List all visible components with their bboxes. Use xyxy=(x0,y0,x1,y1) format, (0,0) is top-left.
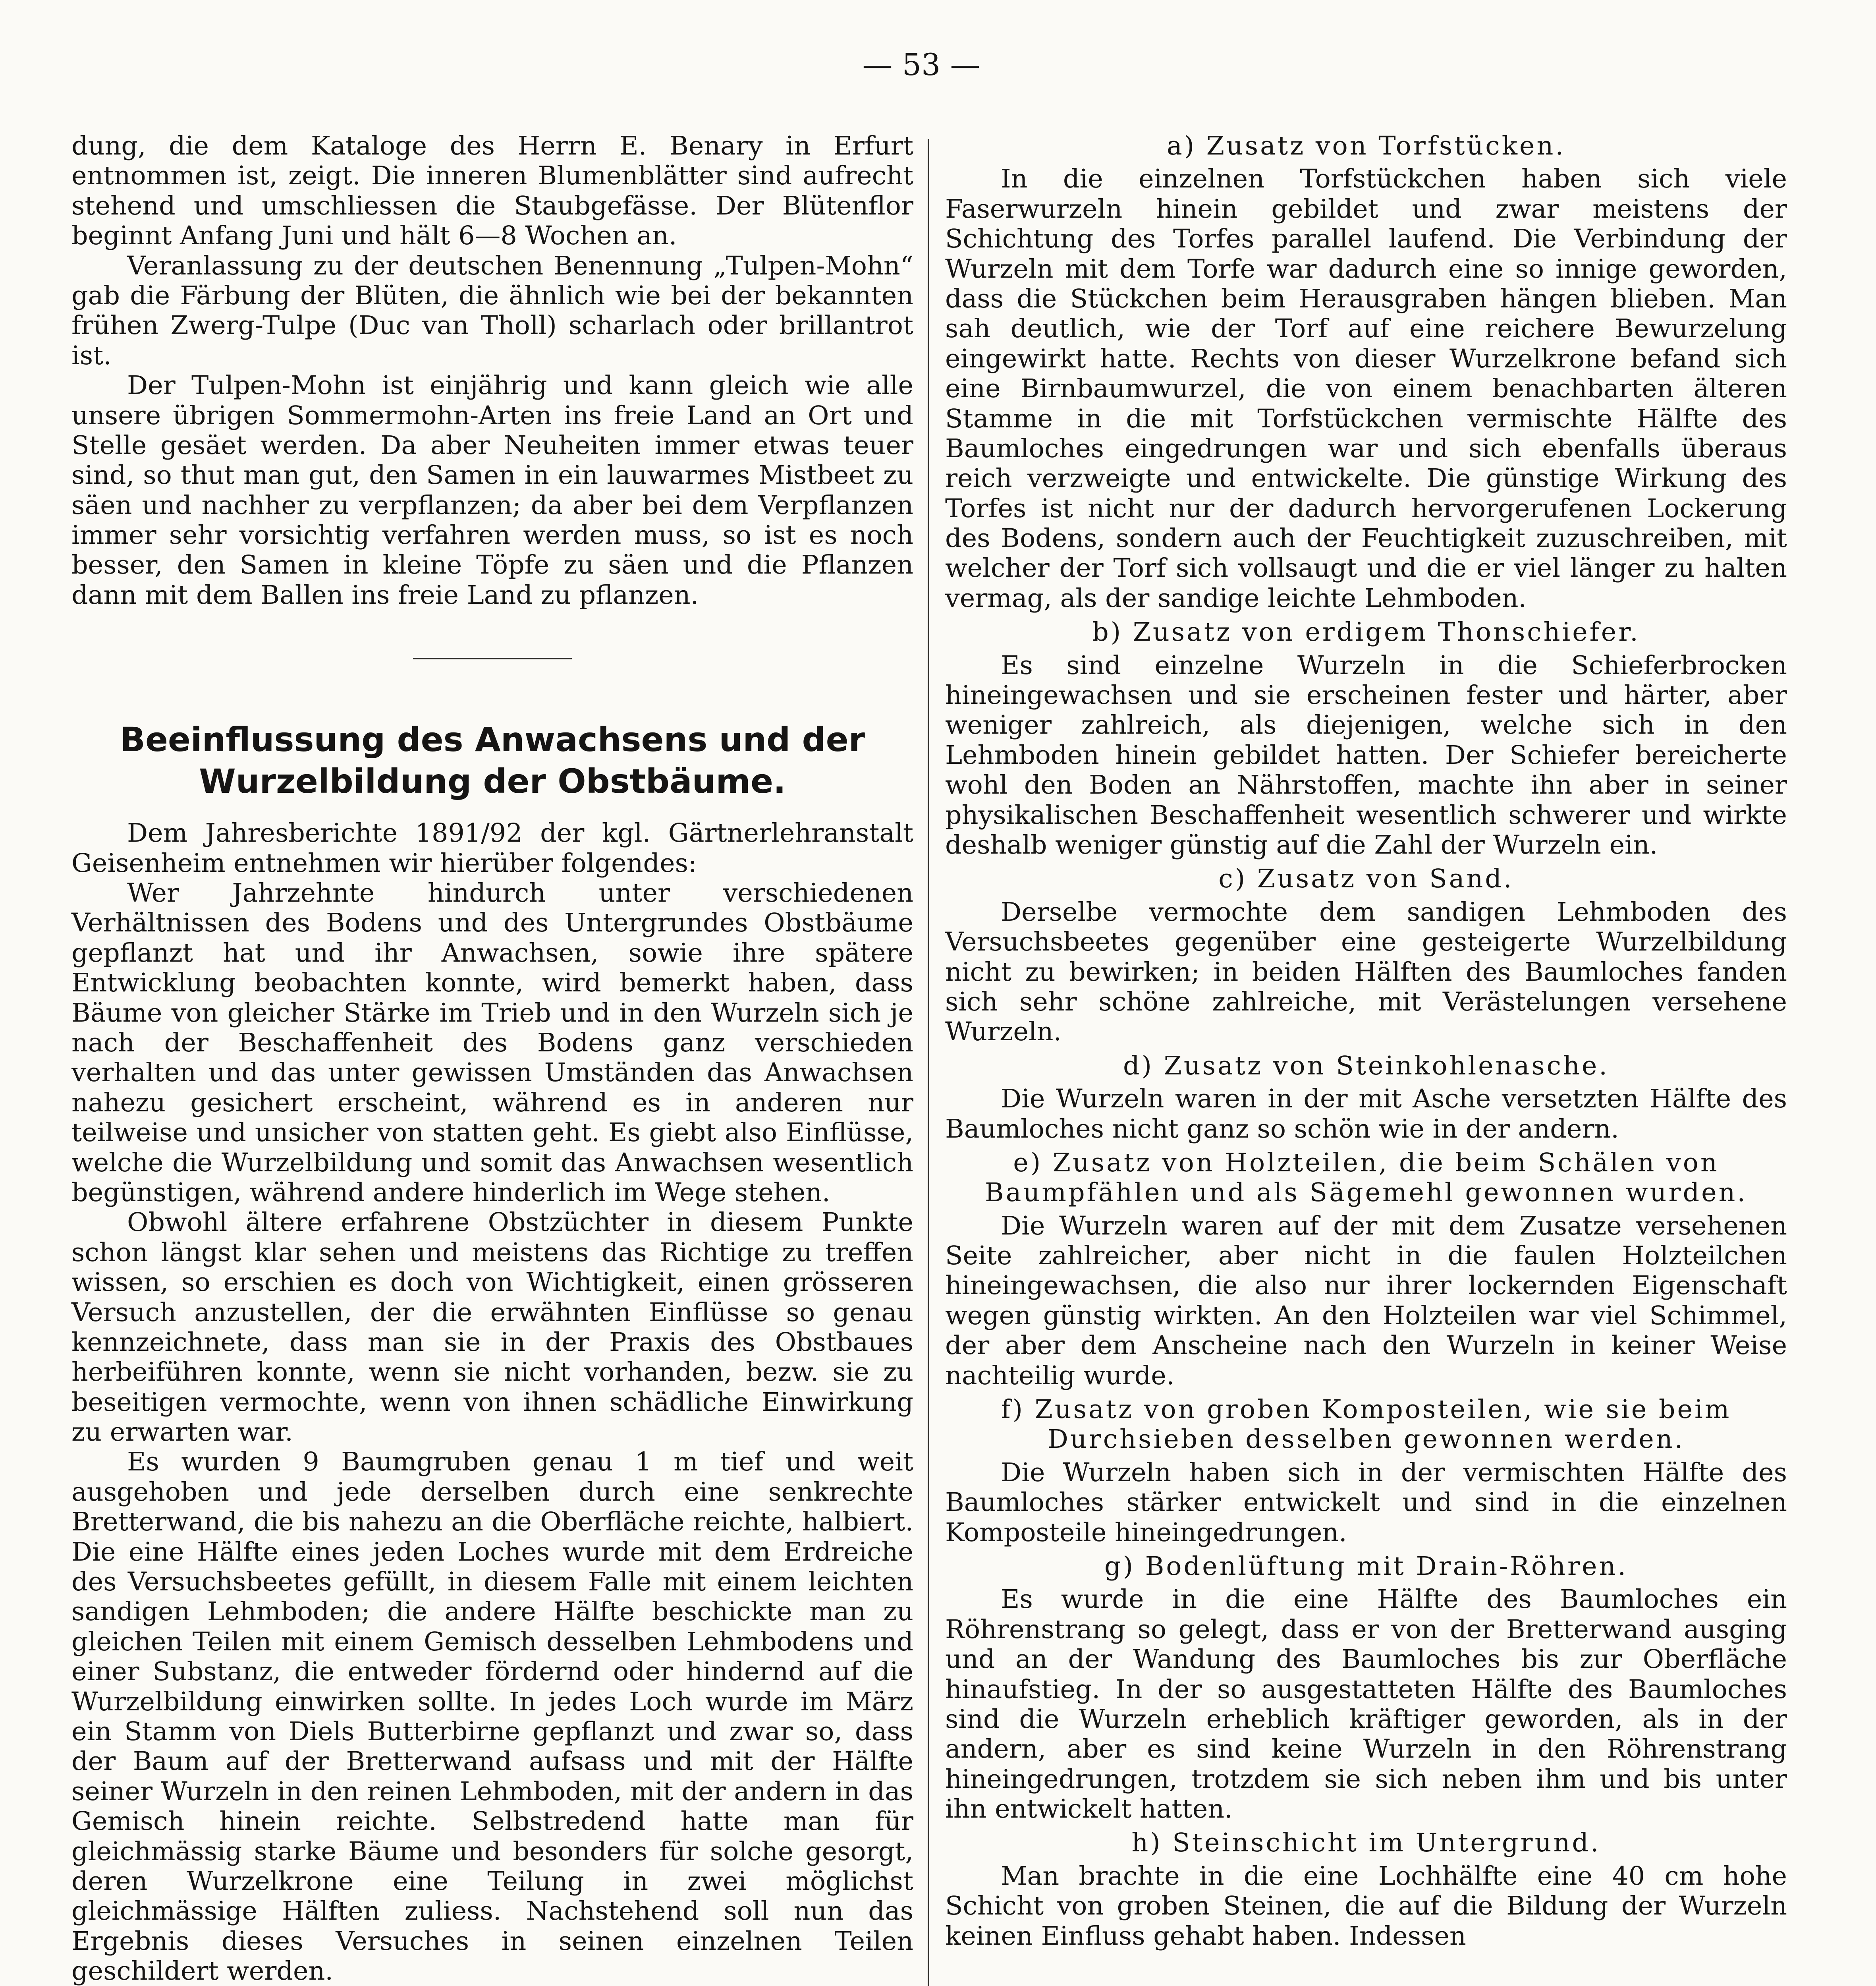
section-heading: g) Bodenlüftung mit Drain-Röhren. xyxy=(1104,1551,1628,1581)
paragraph: In die einzelnen Torfstückchen haben sich viele Faserwurzeln hinein gebildet und zwar meistens der Schichtung des Torfes parallel laufend. Die Verbindung der Wurzeln mit dem Torfe war dadurch eine so innige geworden, dass die Stückchen beim Herausgraben hängen blieben. Man sah deutlich, wie der Torf auf eine reichere Bewurzelung eingewirkt hatte. Rechts von dieser Wurzelkrone befand sich eine Birnbaumwurzel, die von einem benachbarten älteren Stamme in die mit Torfstückchen vermischte Hälfte des Baumloches eingedrungen war und sich ebenfalls überaus reich verzweigte und entwickelte. Die günstige Wirkung des Torfes ist nicht nur der dadurch hervorgerufenen Lockerung des Bodens, sondern auch der Feuchtigkeit zuzuschreiben, mit welcher der Torf sich vollsaugt und die er viel länger zu halten vermag, als der sandige leichte Lehmboden. xyxy=(945,164,1787,613)
paragraph: Man brachte in die eine Lochhälfte eine 40 cm hohe Schicht von groben Steinen, die auf die Bildung der Wurzeln keinen Einfluss gehabt haben. Indessen xyxy=(945,1861,1787,1951)
section-heading: a) Zusatz von Torfstücken. xyxy=(1166,131,1565,161)
right-column xyxy=(945,131,1787,1951)
paragraph: Dem Jahresberichte 1891/92 der kgl. Gärtnerlehranstalt Geisenheim entnehmen wir hierüber folgendes: xyxy=(71,818,913,878)
section-heading: c) Zusatz von Sand. xyxy=(1218,864,1514,894)
section-heading: h) Steinschicht im Untergrund. xyxy=(1131,1828,1601,1858)
paragraph: Die Wurzeln waren auf der mit dem Zusatze versehenen Seite zahlreicher, aber nicht in die faulen Holzteilchen hineingewachsen, die also nur ihrer lockernden Eigenschaft wegen günstig wirkten. An den Holzteilen war viel Schimmel, der aber dem Anscheine nach den Wurzeln in keiner Weise nachteilig wurde. xyxy=(945,1211,1787,1391)
paragraph: Veranlassung zu der deutschen Benennung „Tulpen-Mohn“ gab die Färbung der Blüten, die ähnlich wie bei der bekannten frühen Zwerg-Tulpe (Duc van Tholl) scharlach oder brillantrot ist. xyxy=(71,251,913,371)
paragraph: Es sind einzelne Wurzeln in die Schieferbrocken hineingewachsen und sie erscheinen fester und härter, aber weniger zahlreich, als diejenigen, welche sich in den Lehmboden hinein gebildet hatten. Der Schiefer bereicherte wohl den Boden an Nährstoffen, machte ihn aber in seiner physikalischen Beschaffenheit wesentlich schwerer und wirkte deshalb weniger günstig auf die Zahl der Wurzeln ein. xyxy=(945,650,1787,860)
column-divider xyxy=(928,139,929,1986)
section-heading: f) Zusatz von groben Komposteilen, wie sie beim Durchsieben desselben gewonnen werden. xyxy=(1001,1395,1731,1455)
paragraph: Es wurden 9 Baumgruben genau 1 m tief und weit ausgehoben und jede derselben durch eine senkrechte Bretterwand, die bis nahezu an die Oberfläche reichte, halbiert. Die eine Hälfte eines jeden Loches wurde mit dem Erdreiche des Versuchsbeetes gefüllt, in diesem Falle mit einem leichten sandigen Lehmboden; die andere Hälfte beschickte man zu gleichen Teilen mit einem Gemisch desselben Lehmbodens und einer Substanz, die entweder fördernd oder hindernd auf die Wurzelbildung einwirken sollte. In jedes Loch wurde im März ein Stamm von Diels Butterbirne gepflanzt und zwar so, dass der Baum auf der Bretterwand aufsass und mit der Hälfte seiner Wurzeln in den reinen Lehmboden, mit der andern in das Gemisch hinein reichte. Selbstredend hatte man für gleichmässig starke Bäume und besonders für solche gesorgt, deren Wurzelkrone eine Teilung in zwei möglichst gleichmässige Hälften zuliess. Nachstehend soll nun das Ergebnis dieses Versuches in seinen einzelnen Teilen geschildert werden. xyxy=(71,1447,913,1986)
paragraph: Obwohl ältere erfahrene Obstzüchter in diesem Punkte schon längst klar sehen und meistens das Richtige zu treffen wissen, so erschien es doch von Wichtigkeit, einen grösseren Versuch anzustellen, der die erwähnten Einflüsse so genau kennzeichnete, dass man sie in der Praxis des Obstbaues herbeiführen konnte, wenn sie nicht vorhanden, bezw. sie zu beseitigen vermochte, wenn von ihnen schädliche Einwirkung zu erwarten war. xyxy=(71,1207,913,1447)
paragraph: Es wurde in die eine Hälfte des Baumloches ein Röhrenstrang so gelegt, dass er von der Bretterwand ausging und an der Wandung des Baumloches bis zur Oberfläche hinaufstieg. In der so ausgestatteten Hälfte des Baumloches sind die Wurzeln erheblich kräftiger geworden, als in der andern, aber es sind keine Wurzeln in den Röhrenstrang hineingedrungen, trotzdem sie sich neben ihm und bis unter ihn entwickelt hatten. xyxy=(945,1584,1787,1824)
section-heading: b) Zusatz von erdigem Thonschiefer. xyxy=(1092,617,1640,647)
page-number: — 53 — xyxy=(862,47,980,82)
paragraph: Die Wurzeln waren in der mit Asche versetzten Hälfte des Baumloches nicht ganz so schön wie in der andern. xyxy=(945,1084,1787,1144)
paragraph: dung, die dem Kataloge des Herrn E. Benary in Erfurt entnommen ist, zeigt. Die inneren Blumenblätter sind aufrecht stehend und umschliessen die Staubgefässe. Der Blütenflor beginnt Anfang Juni und hält 6—8 Wochen an. xyxy=(71,131,913,251)
paragraph: Wer Jahrzehnte hindurch unter verschiedenen Verhältnissen des Bodens und des Untergrundes Obstbäume gepflanzt hat und ihr Anwachsen, sowie ihre spätere Entwicklung beobachten konnte, wird bemerkt haben, dass Bäume von gleicher Stärke im Trieb und in den Wurzeln sich je nach der Beschaffenheit des Bodens ganz verschieden verhalten und das unter gewissen Umständen das Anwachsen nahezu gesichert erscheint, während es in anderen nur teilweise und unsicher von statten geht. Es giebt also Einflüsse, welche die Wurzelbildung und somit das Anwachsen wesentlich begünstigen, während andere hinderlich im Wege stehen. xyxy=(71,878,913,1207)
section-heading: d) Zusatz von Steinkohlenasche. xyxy=(1123,1051,1609,1081)
paragraph: Derselbe vermochte dem sandigen Lehmboden des Versuchsbeetes gegenüber eine gesteigerte Wurzelbildung nicht zu bewirken; in beiden Hälften des Baumloches fanden sich sehr schöne zahlreiche, mit Verästelungen versehene Wurzeln. xyxy=(945,897,1787,1047)
section-heading: e) Zusatz von Holzteilen, die beim Schälen von Baumpfählen und als Sägemehl gewonnen wurden. xyxy=(984,1148,1748,1208)
paragraph: Die Wurzeln haben sich in der vermischten Hälfte des Baumloches stärker entwickelt und sind in die einzelnen Komposteile hineingedrungen. xyxy=(945,1457,1787,1547)
article-headline: Beeinflussung des Anwachsens und der Wurzelbildung der Obstbäume. xyxy=(120,720,865,801)
section-separator xyxy=(413,658,572,659)
paragraph: Der Tulpen-Mohn ist einjährig und kann gleich wie alle unsere übrigen Sommermohn-Arten ins freie Land an Ort und Stelle gesäet werden. Da aber Neuheiten immer etwas teuer sind, so thut man gut, den Samen in ein lauwarmes Mistbeet zu säen und nachher zu verpflanzen; da aber bei dem Verpflanzen immer sehr vorsichtig verfahren werden muss, so ist es noch besser, den Samen in kleine Töpfe zu säen und die Pflanzen dann mit dem Ballen ins freie Land zu pflanzen. xyxy=(71,371,913,610)
left-column xyxy=(71,131,913,1986)
